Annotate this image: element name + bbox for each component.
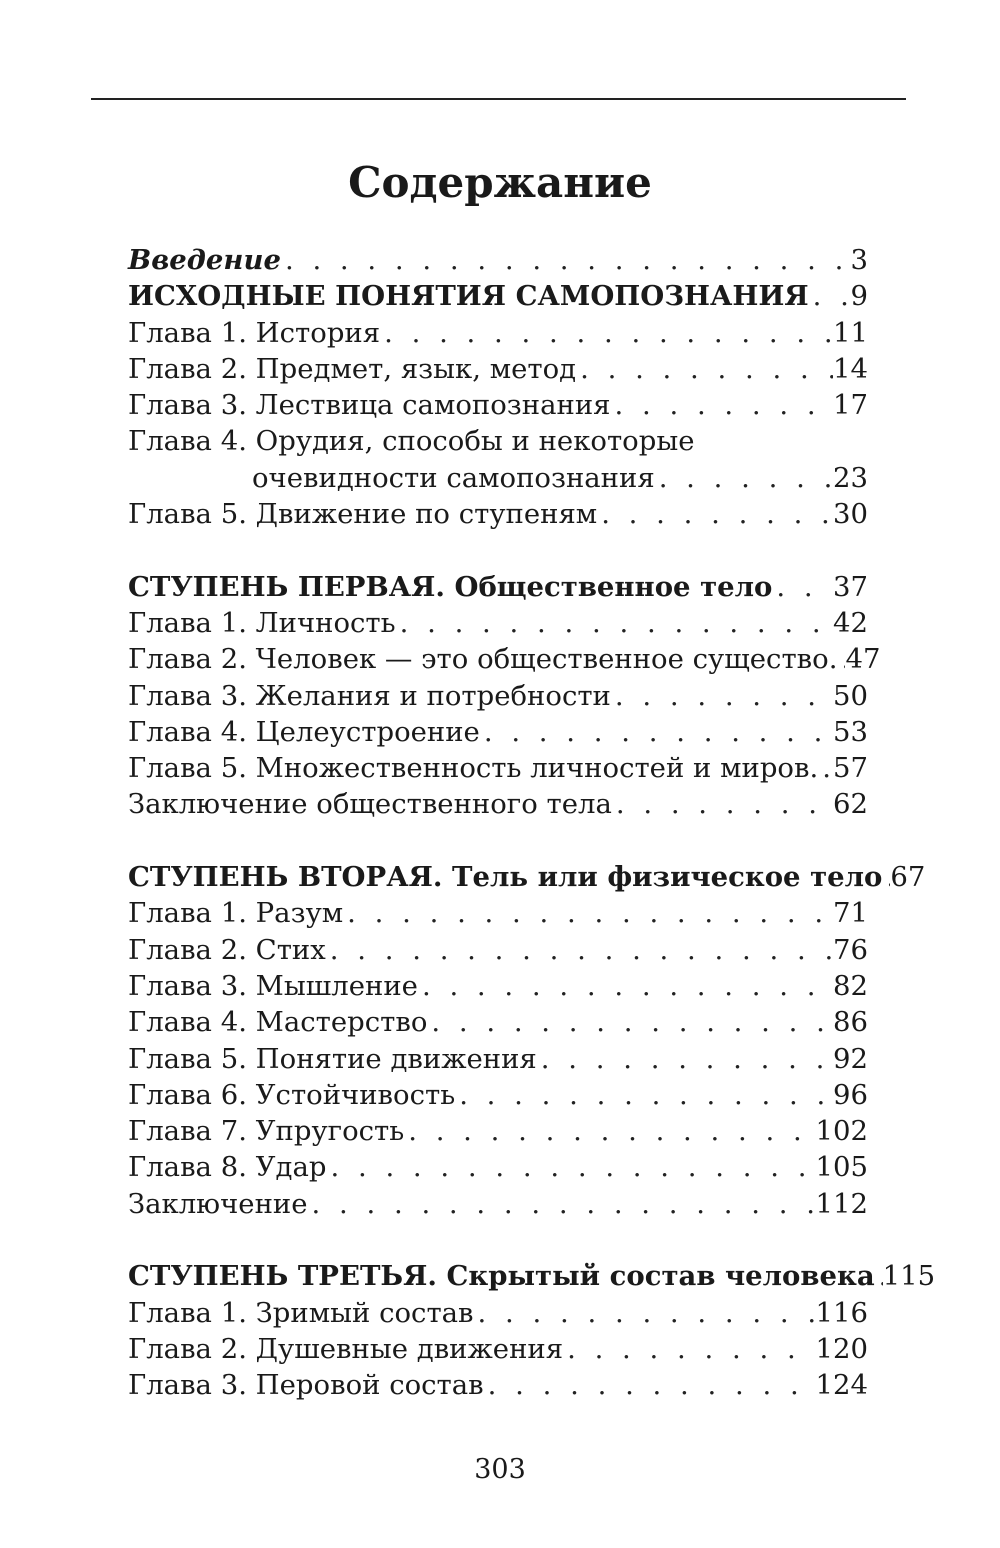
dot-leader — [772, 569, 833, 605]
toc-entry[interactable] — [128, 1331, 868, 1367]
dot-leader — [537, 1041, 833, 1077]
toc-entry-title: Глава 4. Орудия, способы и некоторые — [128, 425, 695, 458]
toc-entry-title: Глава 8. Удар — [128, 1151, 327, 1184]
top-rule — [91, 98, 906, 100]
toc-entry-page: 116 — [815, 1296, 868, 1329]
dot-leader — [380, 315, 833, 351]
dot-leader — [612, 786, 833, 822]
toc-entry[interactable] — [128, 1077, 868, 1113]
toc-entry[interactable] — [128, 315, 868, 351]
dot-leader — [326, 1149, 815, 1185]
toc-entry-page: 124 — [815, 1369, 868, 1402]
toc-entry[interactable] — [128, 932, 868, 968]
toc-entry-title: Глава 5. Движение по ступеням — [128, 498, 598, 531]
toc-entry-page: 30 — [833, 498, 868, 531]
toc-entry[interactable] — [128, 678, 868, 714]
toc-entry-page: 96 — [833, 1078, 868, 1111]
toc-entry-title: Глава 2. Человек — это общественное существо. — [128, 643, 838, 676]
toc-entry-page: 17 — [833, 389, 868, 422]
dot-leader — [427, 1004, 833, 1040]
toc-entry-page: 11 — [833, 316, 868, 349]
toc-entry[interactable] — [128, 1113, 868, 1149]
toc-entry[interactable] — [128, 387, 868, 423]
toc-section-heading[interactable] — [128, 278, 868, 314]
toc-entry-page: 105 — [815, 1151, 868, 1184]
section-gap — [128, 532, 868, 568]
toc-entry-page: 120 — [815, 1332, 868, 1365]
dot-leader — [818, 750, 833, 786]
toc-entry-page: 37 — [833, 570, 868, 603]
toc-entry-title: Глава 3. Перовой состав — [128, 1369, 484, 1402]
toc-entry[interactable] — [128, 1186, 868, 1222]
toc-entry-page: 53 — [833, 715, 868, 748]
toc-entry[interactable] — [128, 714, 868, 750]
toc-entry-page: 62 — [833, 788, 868, 821]
toc-entry-title: Глава 4. Целеустроение — [128, 715, 480, 748]
toc-entry[interactable] — [128, 1041, 868, 1077]
toc-entry-page: 67 — [890, 861, 926, 894]
toc-entry-title: Глава 2. Предмет, язык, метод — [128, 352, 577, 385]
toc-entry[interactable] — [128, 1367, 868, 1403]
toc-entry-title: Глава 2. Душевные движения — [128, 1332, 564, 1365]
toc-entry-page: 14 — [833, 352, 868, 385]
dot-leader — [809, 278, 851, 314]
toc-entry-title: ИСХОДНЫЕ ПОНЯТИЯ САМОПОЗНАНИЯ — [128, 280, 809, 313]
toc-entry-page: 112 — [815, 1187, 868, 1220]
toc-entry-page: 3 — [850, 244, 868, 276]
toc-entry[interactable] — [128, 605, 868, 641]
toc-entry-page: 92 — [833, 1042, 868, 1075]
toc-entry-title: Заключение — [128, 1187, 308, 1220]
dot-leader — [474, 1295, 816, 1331]
toc-entry-page: 9 — [850, 280, 868, 313]
toc-entry-title: СТУПЕНЬ ПЕРВАЯ. Общественное тело — [128, 570, 773, 603]
toc-entry-title: Глава 2. Стих — [128, 933, 326, 966]
toc-section-heading[interactable] — [128, 569, 868, 605]
toc-entry-page: 76 — [833, 933, 868, 966]
toc-entry-title: СТУПЕНЬ ТРЕТЬЯ. Скрытый состав человека — [128, 1260, 875, 1293]
toc-entry[interactable] — [128, 351, 868, 387]
dot-leader — [563, 1331, 815, 1367]
dot-leader — [597, 496, 833, 532]
dot-leader — [875, 1258, 883, 1294]
toc-entry-title: Введение — [128, 244, 281, 276]
dot-leader — [418, 968, 833, 1004]
toc-entry-title: Глава 7. Упругость — [128, 1115, 405, 1148]
toc-entry[interactable] — [128, 1295, 868, 1331]
toc-entry-title: Глава 3. Желания и потребности — [128, 679, 611, 712]
dot-leader — [480, 714, 833, 750]
toc-entry-page: 102 — [815, 1115, 868, 1148]
toc-entry[interactable] — [128, 750, 868, 786]
toc-entry[interactable] — [128, 423, 868, 459]
page-number: 303 — [474, 1454, 526, 1485]
toc-entry-page: 47 — [845, 643, 881, 676]
toc-entry-page: 23 — [833, 461, 868, 494]
dot-leader — [404, 1113, 815, 1149]
toc-entry-title: Глава 1. История — [128, 316, 381, 349]
dot-leader — [396, 605, 833, 641]
toc-entry-page: 42 — [833, 606, 868, 639]
page-title: Содержание — [348, 158, 652, 207]
toc-entry-title: СТУПЕНЬ ВТОРАЯ. Тель или физическое тело — [128, 861, 883, 894]
toc-entry-title: Глава 1. Личность — [128, 606, 396, 639]
dot-leader — [484, 1367, 816, 1403]
dot-leader — [455, 1077, 833, 1113]
dot-leader — [326, 932, 833, 968]
dot-leader — [308, 1186, 816, 1222]
toc-entry-title: Глава 4. Мастерство — [128, 1006, 428, 1039]
toc-entry-continuation[interactable] — [128, 460, 868, 496]
toc-entry-title: Глава 5. Понятие движения — [128, 1042, 537, 1075]
dot-leader — [576, 351, 833, 387]
dot-leader — [837, 641, 845, 677]
section-gap — [128, 1222, 868, 1258]
toc-entry-title: Глава 3. Лествица самопознания — [128, 389, 611, 422]
toc-entry-title: Глава 1. Зримый состав — [128, 1296, 474, 1329]
toc-entry-title: Глава 5. Множественность личностей и миров. — [128, 752, 819, 785]
toc-entry-title: Глава 1. Разум — [128, 897, 344, 930]
toc-entry-page: 57 — [833, 752, 868, 785]
dot-leader — [611, 387, 834, 423]
toc-entry-title: Глава 6. Устойчивость — [128, 1078, 456, 1111]
toc-entry-page: 50 — [833, 679, 868, 712]
toc-entry-page: 86 — [833, 1006, 868, 1039]
toc-section-heading[interactable] — [128, 859, 926, 895]
dot-leader — [882, 859, 890, 895]
toc-entry[interactable] — [128, 895, 868, 931]
toc-entry[interactable] — [128, 1149, 868, 1185]
toc-entry-title-cont: очевидности самопознания — [252, 461, 655, 494]
toc-section-heading[interactable] — [128, 1258, 936, 1294]
toc-entry[interactable] — [128, 496, 868, 532]
toc-entry-page: 115 — [882, 1260, 936, 1293]
toc-entry[interactable] — [128, 1004, 868, 1040]
section-gap — [128, 823, 868, 859]
toc-entry-page: 82 — [833, 969, 868, 1002]
toc-entry[interactable] — [128, 786, 868, 822]
toc-entry[interactable] — [128, 641, 881, 677]
table-of-contents — [128, 242, 936, 1404]
toc-entry-title: Заключение общественного тела — [128, 788, 612, 821]
toc-entry-page: 71 — [833, 897, 868, 930]
dot-leader — [343, 895, 833, 931]
toc-entry-intro[interactable] — [128, 242, 868, 278]
dot-leader — [655, 460, 833, 496]
toc-entry-title: Глава 3. Мышление — [128, 969, 418, 1002]
toc-entry[interactable] — [128, 968, 868, 1004]
dot-leader — [281, 242, 851, 278]
dot-leader — [611, 678, 833, 714]
